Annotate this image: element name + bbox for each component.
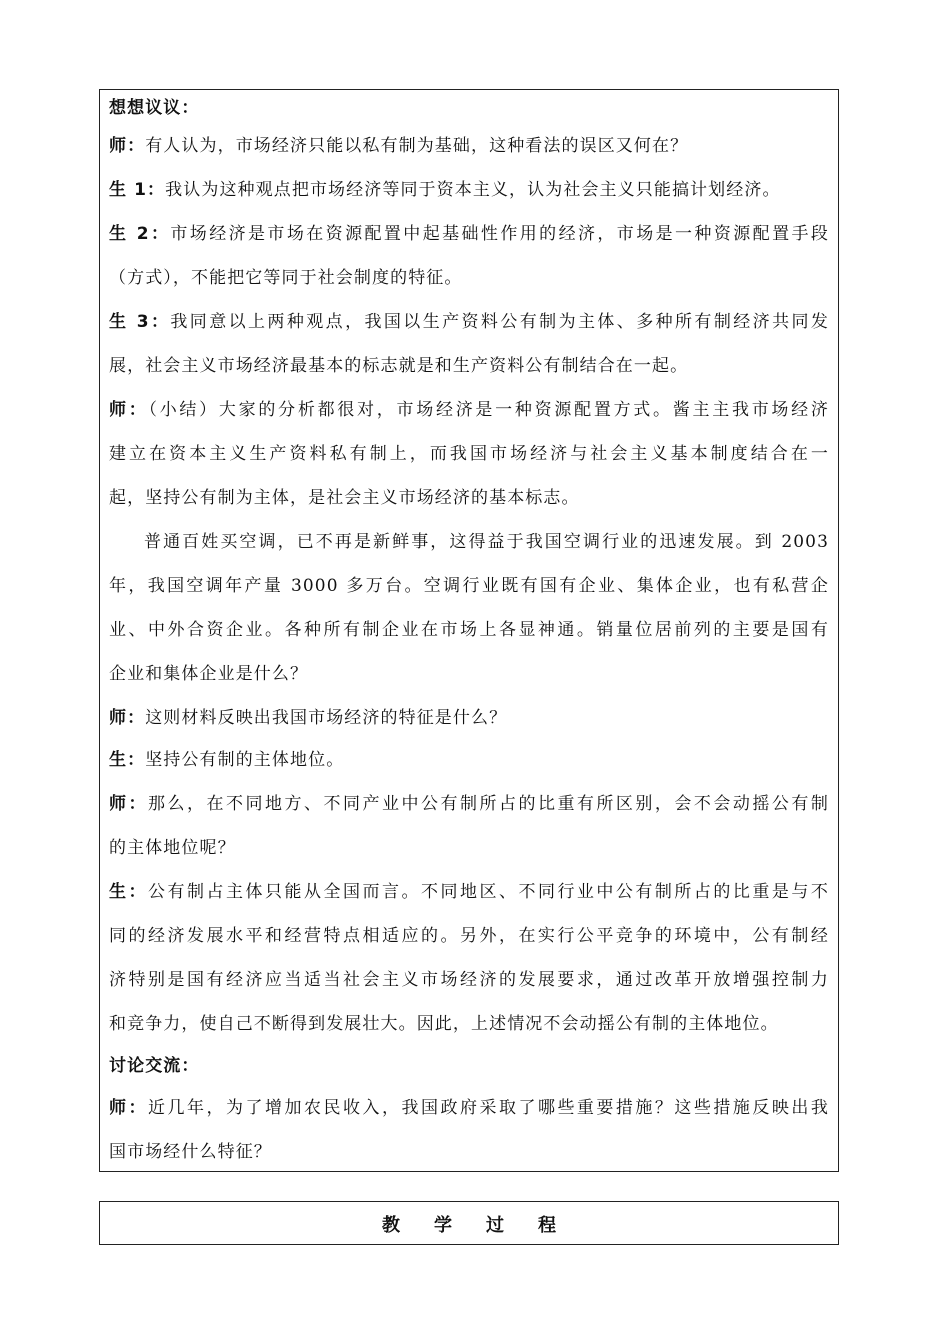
speaker-label: 生： bbox=[109, 882, 148, 902]
lesson-content-box bbox=[99, 89, 839, 1172]
line-text: 近几年，为了增加农民收入，我国政府采取了哪些重要措施？这些措施反映出我 bbox=[148, 1098, 830, 1118]
line-text: 市场经济是市场在资源配置中起基础性作用的经济，市场是一种资源配置手段 bbox=[170, 224, 829, 244]
teacher-line bbox=[109, 793, 829, 815]
line-text: （小结）大家的分析都很对，市场经济是一种资源配置方式。酱主主我市场经济 bbox=[148, 400, 829, 420]
student-line bbox=[109, 223, 829, 245]
speaker-label: 师： bbox=[109, 708, 146, 728]
line-text: 那么，在不同地方、不同产业中公有制所占的比重有所区别，会不会动摇公有制 bbox=[148, 794, 830, 814]
student-line bbox=[109, 311, 829, 333]
line-text: 公有制占主体只能从全国而言。不同地区、不同行业中公有制所占的比重是与不 bbox=[148, 882, 830, 902]
continuation-line: 国市场经什么特征？ bbox=[109, 1142, 272, 1162]
continuation-line: 济特别是国有经济应当适当社会主义市场经济的发展要求，通过改革开放增强控制力 bbox=[109, 970, 829, 990]
heading-discussion: 讨论交流： bbox=[109, 1056, 200, 1076]
student-line bbox=[109, 881, 829, 903]
speaker-label: 师： bbox=[109, 400, 149, 420]
line-text: 我认为这种观点把市场经济等同于资本主义，认为社会主义只能搞计划经济。 bbox=[165, 180, 781, 200]
teacher-line bbox=[109, 399, 829, 421]
continuation-line: 展，社会主义市场经济最基本的标志就是和生产资料公有制结合在一起。 bbox=[109, 356, 689, 376]
teaching-process-header-box bbox=[99, 1201, 839, 1245]
continuation-line: 同的经济发展水平和经营特点相适应的。另外，在实行公平竞争的环境中，公有制经 bbox=[109, 926, 829, 946]
speaker-label: 生 3： bbox=[109, 312, 171, 332]
student-line bbox=[109, 179, 829, 201]
teaching-process-title: 教学过程 bbox=[382, 1215, 590, 1236]
continuation-line: 起，坚持公有制为主体，是社会主义市场经济的基本标志。 bbox=[109, 488, 580, 508]
teacher-line bbox=[109, 135, 829, 157]
speaker-label: 生 1： bbox=[109, 180, 166, 200]
material-paragraph-line: 年，我国空调年产量 3000 多万台。空调行业既有国有企业、集体企业，也有私营企 bbox=[109, 576, 829, 596]
continuation-line: 建立在资本主义生产资料私有制上，而我国市场经济与社会主义基本制度结合在一 bbox=[109, 444, 829, 464]
speaker-label: 师： bbox=[109, 1098, 148, 1118]
material-paragraph-line: 业、中外合资企业。各种所有制企业在市场上各显神通。销量位居前列的主要是国有 bbox=[109, 620, 829, 640]
line-text: 我同意以上两种观点，我国以生产资料公有制为主体、多种所有制经济共同发 bbox=[170, 312, 829, 332]
speaker-label: 师： bbox=[109, 794, 148, 814]
continuation-line: 和竞争力，使自己不断得到发展壮大。因此，上述情况不会动摇公有制的主体地位。 bbox=[109, 1014, 779, 1034]
material-paragraph-line: 企业和集体企业是什么？ bbox=[109, 664, 309, 684]
line-text: 坚持公有制的主体地位。 bbox=[145, 750, 345, 770]
line-text: 有人认为，市场经济只能以私有制为基础，这种看法的误区又何在？ bbox=[145, 136, 689, 156]
material-paragraph-line: 普通百姓买空调，已不再是新鲜事，这得益于我国空调行业的迅速发展。到 2003 bbox=[144, 532, 829, 552]
heading-think-discuss: 想想议议： bbox=[109, 98, 200, 118]
speaker-label: 师： bbox=[109, 136, 146, 156]
teacher-line bbox=[109, 707, 829, 729]
speaker-label: 生 2： bbox=[109, 224, 171, 244]
student-line bbox=[109, 749, 829, 771]
line-text: 这则材料反映出我国市场经济的特征是什么？ bbox=[145, 708, 508, 728]
teacher-line bbox=[109, 1097, 829, 1119]
continuation-line: （方式），不能把它等同于社会制度的特征。 bbox=[109, 268, 463, 288]
continuation-line: 的主体地位呢？ bbox=[109, 838, 236, 858]
speaker-label: 生： bbox=[109, 750, 146, 770]
